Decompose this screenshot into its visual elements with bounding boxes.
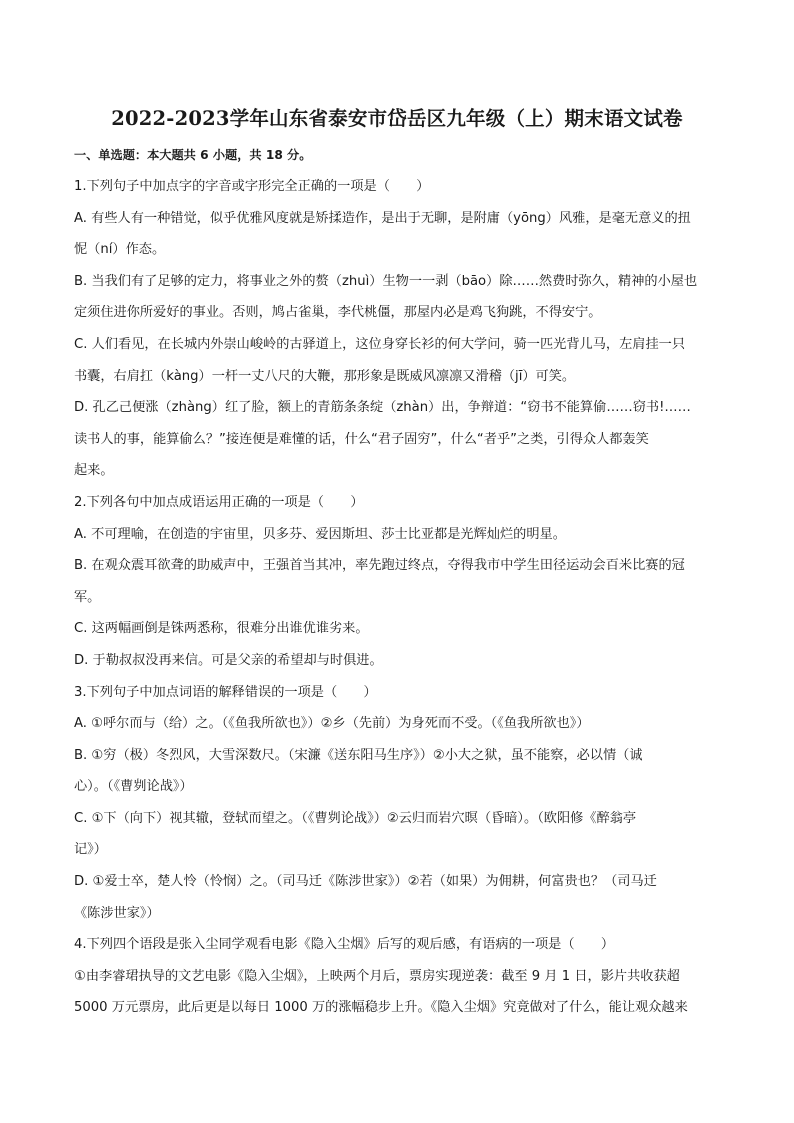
text-line: B. 在观众震耳欲聋的助威声中，王强首当其冲，率先跑过终点，夺得我市中学生田径运动会百米比赛的冠 (74, 558, 685, 574)
text-line: D. 于勒叔叔没再来信。可是父亲的希望却与时俱进。 (74, 652, 383, 668)
section-heading: 一、单选题：本大题共 6 小题，共 18 分。 (74, 148, 312, 162)
text-line: A. 不可理喻，在创造的宇宙里，贝多芬、爱因斯坦、莎士比亚都是光辉灿烂的明星。 (74, 526, 566, 542)
text-line: 5000 万元票房，此后更是以每日 1000 万的涨幅稳步上升。《隐入尘烟》究竟做对了什么，能让观众越来 (74, 1000, 688, 1016)
text-line: ①由李睿珺执导的文艺电影《隐入尘烟》，上映两个月后，票房实现逆袭：截至 9 月 1 日，影片共收获超 (74, 968, 680, 984)
text-line: D. 孔乙己便涨（zhàng）红了脸，额上的青筋条条绽（zhàn）出，争辩道：“窃书不能算偷……窃书!…… (74, 400, 691, 416)
text-line: 《陈涉世家》） (74, 905, 160, 921)
text-line: A. ①呼尔而与（给）之。（《鱼我所欲也》）②乡（先前）为身死而不受。（《鱼我所欲也》） (74, 716, 590, 732)
text-line: 读书人的事，能算偷么？”接连便是难懂的话，什么“君子固穷”，什么“者乎”之类，引得众人都轰笑 (74, 431, 649, 447)
text-line: 3.下列句子中加点词语的解释错误的一项是（ ） (74, 684, 377, 700)
text-line: D. ①爱士卒，楚人怜（怜悯）之。（司马迁《陈涉世家》）②若（如果）为佣耕，何富贵也？（司马迁 (74, 874, 657, 890)
text-line: C. 这两幅画倒是铢两悉称，很难分出谁优谁劣来。 (74, 621, 369, 637)
text-line: 怩（ní）作态。 (74, 242, 166, 258)
text-line: B. 当我们有了足够的定力，将事业之外的赘（zhuì）生物一一剥（bāo）除……然费时弥久，精神的小屋也 (74, 273, 698, 289)
text-line: C. ①下（向下）视其辙，登轼而望之。（《曹刿论战》）②云归而岩穴暝（昏暗）。（欧阳修《醉翁亭 (74, 810, 637, 826)
text-line: 书囊，右肩扛（kàng）一杆一丈八尺的大鞭，那形象是既威风凛凛又滑稽（jī）可笑。 (74, 368, 576, 384)
text-line: 起来。 (74, 463, 114, 479)
text-line: A. 有些人有一种错觉，似乎优雅风度就是矫揉造作，是出于无聊，是附庸（yōng）风雅，是毫无意义的扭 (74, 210, 691, 226)
text-line: 4.下列四个语段是张入尘同学观看电影《隐入尘烟》后写的观后感，有语病的一项是（ ） (74, 937, 615, 953)
question-lines (74, 171, 724, 1024)
text-line: 1.下列句子中加点字的字音或字形完全正确的一项是（ ） (74, 179, 430, 194)
exam-title: 2022-2023学年山东省泰安市岱岳区九年级（上）期末语文试卷 (111, 107, 683, 130)
text-line: 2.下列各句中加点成语运用正确的一项是（ ） (74, 494, 364, 510)
exam-content (74, 143, 724, 1024)
text-line: 军。 (74, 589, 101, 605)
text-line: 定须住进你所爱好的事业。否则，鸠占雀巢，李代桃僵，那屋内必是鸡飞狗跳，不得安宁。 (74, 305, 602, 321)
text-line: 心）。（《曹刿论战》） (74, 779, 193, 795)
text-line: B. ①穷（极）冬烈风，大雪深数尺。（宋濂《送东阳马生序》）②小大之狱，虽不能察，必以情（诚 (74, 747, 643, 763)
text-line: 记》） (74, 842, 107, 858)
text-line: C. 人们看见，在长城内外崇山峻岭的古驿道上，这位身穿长衫的何大学问，骑一匹光背儿马，左肩挂一只 (74, 336, 686, 352)
